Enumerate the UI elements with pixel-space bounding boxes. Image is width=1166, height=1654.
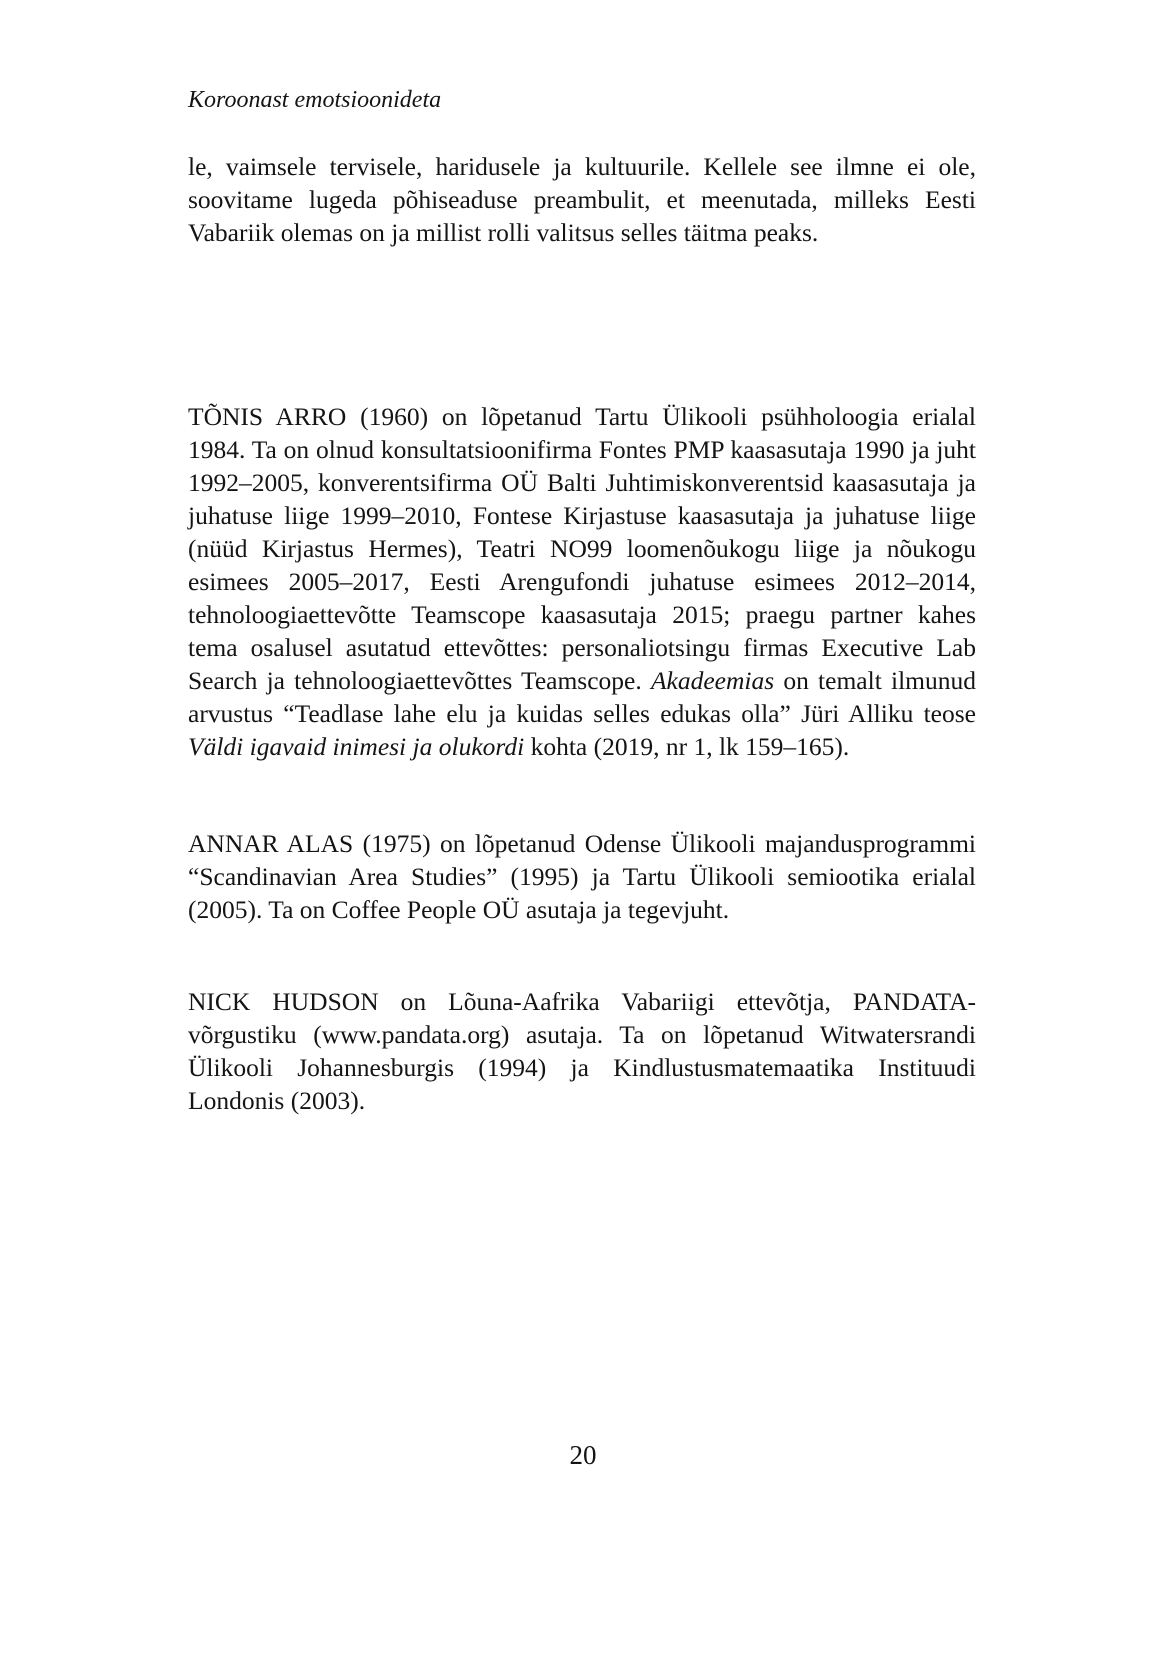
book-title: Väldi igavaid inimesi ja olukordi <box>188 732 525 761</box>
page-number: 20 <box>569 1440 597 1470</box>
bio-text: kohta (2019, nr 1, lk 159–165). <box>524 732 850 761</box>
author-bio-nick-hudson: NICK HUDSON on Lõuna-Aafrika Vabariigi ettevõtja, PANDATA-​võrgustiku (www.pandata.org) asutaja. Ta on lõpetanud Witwatersrandi Ülikooli Johannesburgis (1994) ja Kindlustusmatemaatika Instituudi Londonis (2003). <box>188 987 976 1115</box>
bio-text: on temalt ilmunud arvustus “Teadlase lahe elu ja kuidas selles edukas olla” Jüri Alliku teose <box>188 666 976 728</box>
author-bio-annar-alas: ANNAR ALAS (1975) on lõpetanud Odense Ülikooli majandusprogrammi “Scandinavian Area Studies” (1995) ja Tartu Ülikooli semiootika erialal (2005). Ta on Coffee People OÜ asutaja ja tegevjuht. <box>188 829 976 924</box>
running-head: Koroonast emotsioonideta <box>188 87 442 113</box>
intro-paragraph: le, vaimsele tervisele, haridusele ja kultuurile. Kellele see ilmne ei ole, soovitame lugeda põhiseaduse preambulit, et meenutada, milleks Eesti Vabariik olemas on ja millist rolli valitsus selles täitma peaks. <box>188 152 976 247</box>
bio-text: TÕNIS ARRO (1960) on lõpetanud Tartu Ülikooli psühholoogia erialal 1984. Ta on olnud konsultatsioonifirma Fontes PMP kaasasutaja 1990 ja juht 1992–2005, konverentsifirma OÜ Balti Juhtimiskonverentsid kaasasutaja ja juhatuse liige 1999–2010, Fontese Kirjastuse kaasasutaja ja juhatuse liige (nüüd Kirjastus Hermes), Teatri NO99 loomenõukogu liige ja nõukogu esimees 2005–2017, Eesti Arengufondi juhatuse esimees 2012–2014, tehnoloogiaettevõtte Teamscope kaasasutaja 2015; praegu partner kahes tema osalusel asutatud ettevõttes: personaliotsingu firmas Executive Lab Search ja tehnoloogiaettevõttes Teamscope. <box>188 402 976 695</box>
journal-title: Akadeemias <box>650 666 775 695</box>
author-bio-tonis-arro <box>188 400 976 763</box>
